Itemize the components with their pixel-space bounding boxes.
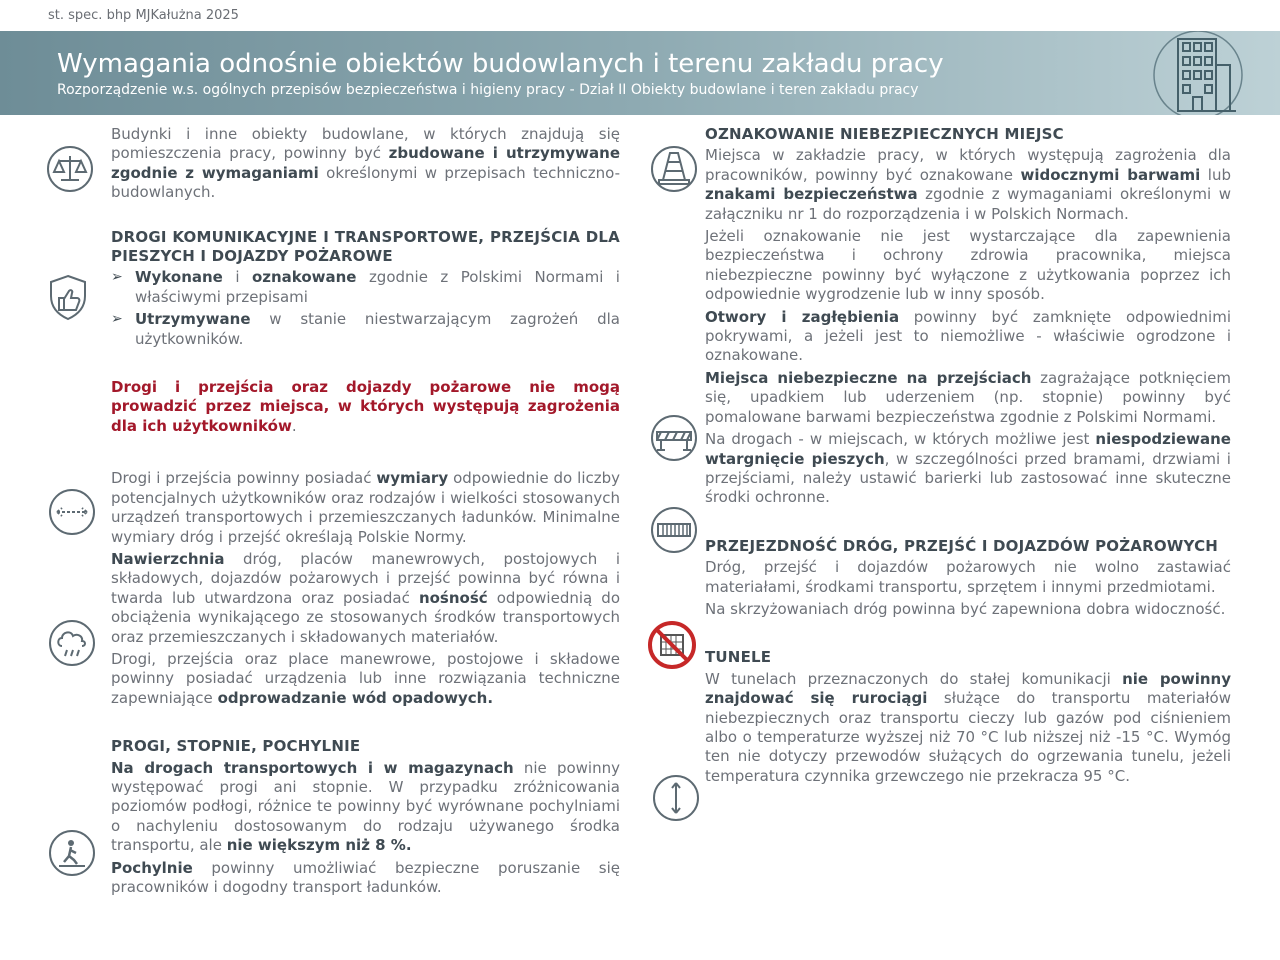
steps-heading: PROGI, STOPNIE, POCHYLNIE: [111, 737, 361, 756]
steps-paragraph: Na drogach transportowych i w magazynach nie powinny występować progi ani stopnie. W przypadku zróżnicowania poziomów podłogi, różnice te powinny być wyrównane pochylniami o nachyleniu dostosowanym do rodzaju używanego środka transportu, ale nie większym niż 8 %.: [111, 758, 620, 855]
building-icon: [1150, 31, 1246, 115]
ramps-paragraph: Pochylnie powinny umożliwiać bezpieczne poruszanie się pracowników i dogodny transport ładunków.: [111, 858, 620, 896]
tunnels-paragraph: W tunelach przeznaczonych do stałej komunikacji nie powinny znajdować się rurociągi służące do transportu materiałów niebezpiecznych oraz transportu cieczy lub gazów pod ciśnieniem albo o temperaturze wyższej niż 70 °C lub niższej niż -15 °C. Wymóg ten nie dotyczy przewodów służących do ogrzewania tunelu, jeżeli temperatura czynnika grzewczego nie przekracza 95 °C.: [705, 669, 1231, 785]
marking-paragraph-3: Otwory i zagłębienia powinny być zamknięte odpowiednimi pokrywami, a jeżeli jest to niemożliwe - właściwie ogrodzone i oznakowane.: [705, 307, 1231, 365]
tunnels-heading: TUNELE: [705, 648, 772, 667]
traffic-cone-icon: [649, 144, 699, 194]
list-item: ➢ Utrzymywane w stanie niestwarzającym zagrożeń dla użytkowników.: [111, 310, 620, 349]
left-column: [111, 125, 620, 900]
width-arrows-icon: [47, 487, 97, 537]
right-column: [705, 125, 1231, 789]
ramp-walker-icon: [47, 828, 97, 878]
marking-paragraph-2: Jeżeli oznakowanie nie jest wystarczające dla zapewnienia bezpieczeństwa i ochrony zdrowia pracownika, miejsca niebezpieczne powinny być wyłączone z użytkowania poprzez ich odpowiednie wygrodzenie lub w inny sposób.: [705, 227, 1231, 304]
fence-icon: [649, 505, 699, 555]
cloud-rain-icon: [47, 618, 97, 668]
marking-paragraph-4: Miejsca niebezpieczne na przejściach zagrażające potknięciem się, upadkiem lub uderzeniem (np. stopnie) powinny być pomalowane barwami bezpieczeństwa zgodnie z Polskimi Normami.: [705, 368, 1232, 426]
header-banner: [0, 31, 1280, 115]
list-item: ➢ Wykonane i oznakowane zgodnie z Polskimi Normami i właściwymi przepisami: [111, 268, 620, 307]
passable-paragraph-2: Na skrzyżowaniach dróg powinna być zapewniona dobra widoczność.: [705, 599, 1226, 618]
intro-paragraph: Budynki i inne obiekty budowlane, w których znajdują się pomieszczenia pracy, powinny być zbudowane i utrzymywane zgodnie z wymaganiami określonymi w przepisach techniczno-budowlanych.: [111, 125, 621, 202]
shield-thumb-icon: [43, 272, 93, 322]
top-note: st. spec. bhp MJKałużna 2025: [48, 8, 239, 23]
marking-paragraph-1: Miejsca w zakładzie pracy, w których występują zagrożenia dla pracowników, powinny być oznakowane widocznymi barwami lub znakami bezpieczeństwa zgodnie z wymaganiami określonymi w załączniku nr 1 do rozporządzenia i w Polskich Normach.: [705, 146, 1232, 223]
page-subtitle: Rozporządzenie w.s. ogólnych przepisów bezpieczeństwa i higieny pracy - Dział II Obiekty budowlane i teren zakładu pracy: [57, 82, 919, 98]
barrier-icon: [649, 413, 699, 463]
roads-list: [111, 268, 620, 349]
warning-text: Drogi i przejścia oraz dojazdy pożarowe nie mogą prowadzić przez miejsca, w których występują zagrożenia dla ich użytkowników.: [111, 378, 620, 435]
passable-heading: PRZEJEZDNOŚĆ DRÓG, PRZEJŚĆ I DOJAZDÓW POŻAROWYCH: [705, 536, 1219, 555]
dimensions-paragraph: Drogi i przejścia powinny posiadać wymiary odpowiednie do liczby potencjalnych użytkowników oraz rodzajów i wielkości stosowanych urządzeń transportowych i przemieszczanych ładunków. Minimalne wymiary dróg i przejść określają Polskie Normy.: [111, 469, 621, 546]
page-title: Wymagania odnośnie obiektów budowlanych i terenu zakładu pracy: [57, 49, 944, 79]
drainage-paragraph: Drogi, przejścia oraz place manewrowe, postojowe i składowe powinny posiadać urządzenia lub inne rozwiązania techniczne zapewniające odprowadzanie wód opadowych.: [111, 649, 620, 707]
marking-paragraph-5: Na drogach - w miejscach, w których możliwe jest niespodziewane wtargnięcie pieszych, w szczególności przed bramami, drzwiami i przejściami, należy ustawić barierki lub zastosować inne skuteczne środki ochronne.: [705, 430, 1231, 507]
scales-icon: [45, 144, 95, 194]
surface-paragraph: Nawierzchnia dróg, placów manewrowych, postojowych i składowych, dojazdów pożarowych i przejść powinna być równa i twarda lub utwardzona oraz posiadać nośność odpowiednią do obciążenia wynikającego ze stosowanych środków transportowych oraz przemieszczanych i składowanych materiałów.: [111, 549, 621, 646]
passable-paragraph-1: Dróg, przejść i dojazdów pożarowych nie wolno zastawiać materiałami, środkami transportu, sprzętem i innymi przedmiotami.: [705, 558, 1231, 596]
roads-heading: DROGI KOMUNIKACYJNE I TRANSPORTOWE, PRZEJŚCIA DLA PIESZYCH I DOJAZDY POŻAROWE: [111, 227, 620, 266]
vertical-arrows-icon: [651, 773, 701, 823]
no-blocking-icon: [647, 620, 697, 670]
marking-heading: OZNAKOWANIE NIEBEZPIECZNYCH MIEJSC: [705, 125, 1064, 143]
